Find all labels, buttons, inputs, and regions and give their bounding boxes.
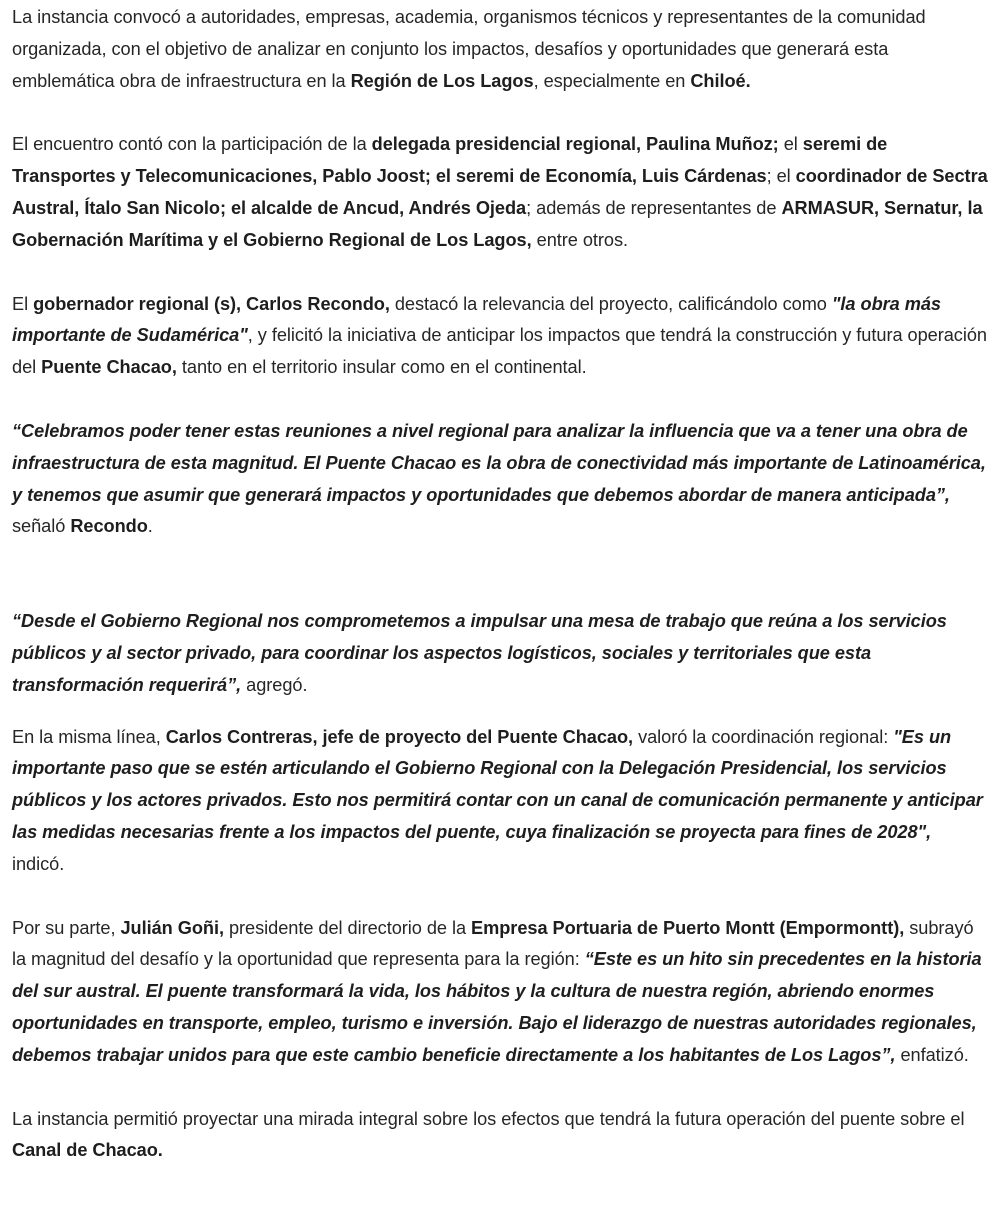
text-run: El [12, 293, 34, 314]
text-run: ; el [766, 166, 796, 187]
text-run: presidente del directorio de la [223, 917, 472, 938]
bold-text-run: gobernador regional (s), Carlos Recondo, [33, 293, 390, 314]
bold-text-run: ARMASUR, Sernatur, la Gobernación Marítima y el Gobierno Regional de Los Lagos, [12, 197, 983, 250]
bold-text-run: Recondo [70, 516, 148, 537]
text-run: El encuentro contó con la participación de la [12, 134, 372, 155]
text-run: En la misma línea, [12, 726, 166, 747]
bold-text-run: Canal de Chacao. [12, 1140, 163, 1161]
quote-text-run: “Desde el Gobierno Regional nos comprometemos a impulsar una mesa de trabajo que reúna a los servicios públicos y al sector privado, para coordinar los aspectos logísticos, sociales y territoriales que esta transformación requerirá”, [12, 611, 947, 695]
text-run: tanto en el territorio insular como en el continental. [176, 357, 587, 378]
bold-text-run: Empresa Portuaria de Puerto Montt (Empormontt), [471, 917, 905, 938]
paragraph-intro [12, 2, 988, 97]
bold-text-run: delegada presidencial regional, Paulina Muñoz; [371, 134, 779, 155]
text-run: agregó. [241, 674, 308, 695]
text-run: La instancia permitió proyectar una mirada integral sobre los efectos que tendrá la futura operación del puente sobre el [12, 1108, 965, 1129]
text-run: , especialmente en [533, 70, 691, 91]
quote-gobierno-regional [12, 606, 988, 701]
bold-text-run: Carlos Contreras, jefe de proyecto del Puente Chacao, [165, 726, 634, 747]
bold-text-run: seremi de Transportes y Telecomunicaciones, Pablo Joost; el seremi de Economía, Luis Cárdenas [12, 134, 888, 187]
quote-text-run: “Celebramos poder tener estas reuniones a nivel regional para analizar la influencia que va a tener una obra de infraestructura de esta magnitud. El Puente Chacao es la obra de conectividad más importante de Latinoamérica, y tenemos que asumir que generará impactos y oportunidades que debemos abordar de manera anticipada”, [12, 420, 986, 505]
text-run: entre otros. [531, 229, 629, 250]
text-run: Por su parte, [12, 917, 121, 938]
quote-recondo [12, 416, 988, 543]
text-run: ; además de representantes de [526, 197, 782, 218]
text-run: el [778, 134, 803, 155]
bold-text-run: Región de Los Lagos [350, 70, 534, 91]
bold-text-run: Julián Goñi, [120, 917, 224, 938]
text-run: señaló [12, 516, 71, 537]
text-run: destacó la relevancia del proyecto, calificándolo como [389, 293, 832, 314]
paragraph-closing [12, 1104, 988, 1168]
paragraph-governor [12, 289, 988, 384]
text-run: indicó. [12, 853, 65, 874]
text-run: La instancia convocó a autoridades, empresas, academia, organismos técnicos y representantes de la comunidad organizada, con el objetivo de analizar en conjunto los impactos, desafíos y oportunidades que generará esta emblemática obra de infraestructura en la [12, 7, 926, 91]
text-run: . [147, 516, 153, 537]
text-run: subrayó la magnitud del desafío y la oportunidad que representa para la región: [12, 917, 974, 970]
text-run: , y felicitó la iniciativa de anticipar los impactos que tendrá la construcción y futura operación del [12, 325, 987, 378]
bold-text-run: Puente Chacao, [41, 357, 177, 378]
bold-text-run: Chiloé. [690, 70, 751, 91]
paragraph-gonio [12, 913, 988, 1072]
paragraph-contreras [12, 722, 988, 881]
text-run: valoró la coordinación regional: [633, 726, 894, 747]
text-run: enfatizó. [895, 1044, 969, 1065]
quote-text-run: "Es un importante paso que se estén articulando el Gobierno Regional con la Delegación Presidencial, los servicios públicos y los actores privados. Esto nos permitirá contar con un canal de comunicación permanente y anticipar las medidas necesarias frente a los impactos del puente, cuya finalización se proyecta para fines de 2028", [12, 726, 983, 842]
quote-text-run: “Este es un hito sin precedentes en la historia del sur austral. El puente transformará la vida, los hábitos y la cultura de nuestra región, abriendo enormes oportunidades en transporte, empleo, turismo e inversión. Bajo el liderazgo de nuestras autoridades regionales, debemos trabajar unidos para que este cambio beneficie directamente a los habitantes de Los Lagos”, [12, 949, 982, 1065]
bold-text-run: coordinador de Sectra Austral, Ítalo San Nicolo; el alcalde de Ancud, Andrés Ojeda [12, 166, 988, 218]
paragraph-participants [12, 129, 988, 256]
quote-text-run: "la obra más importante de Sudamérica" [12, 293, 941, 346]
